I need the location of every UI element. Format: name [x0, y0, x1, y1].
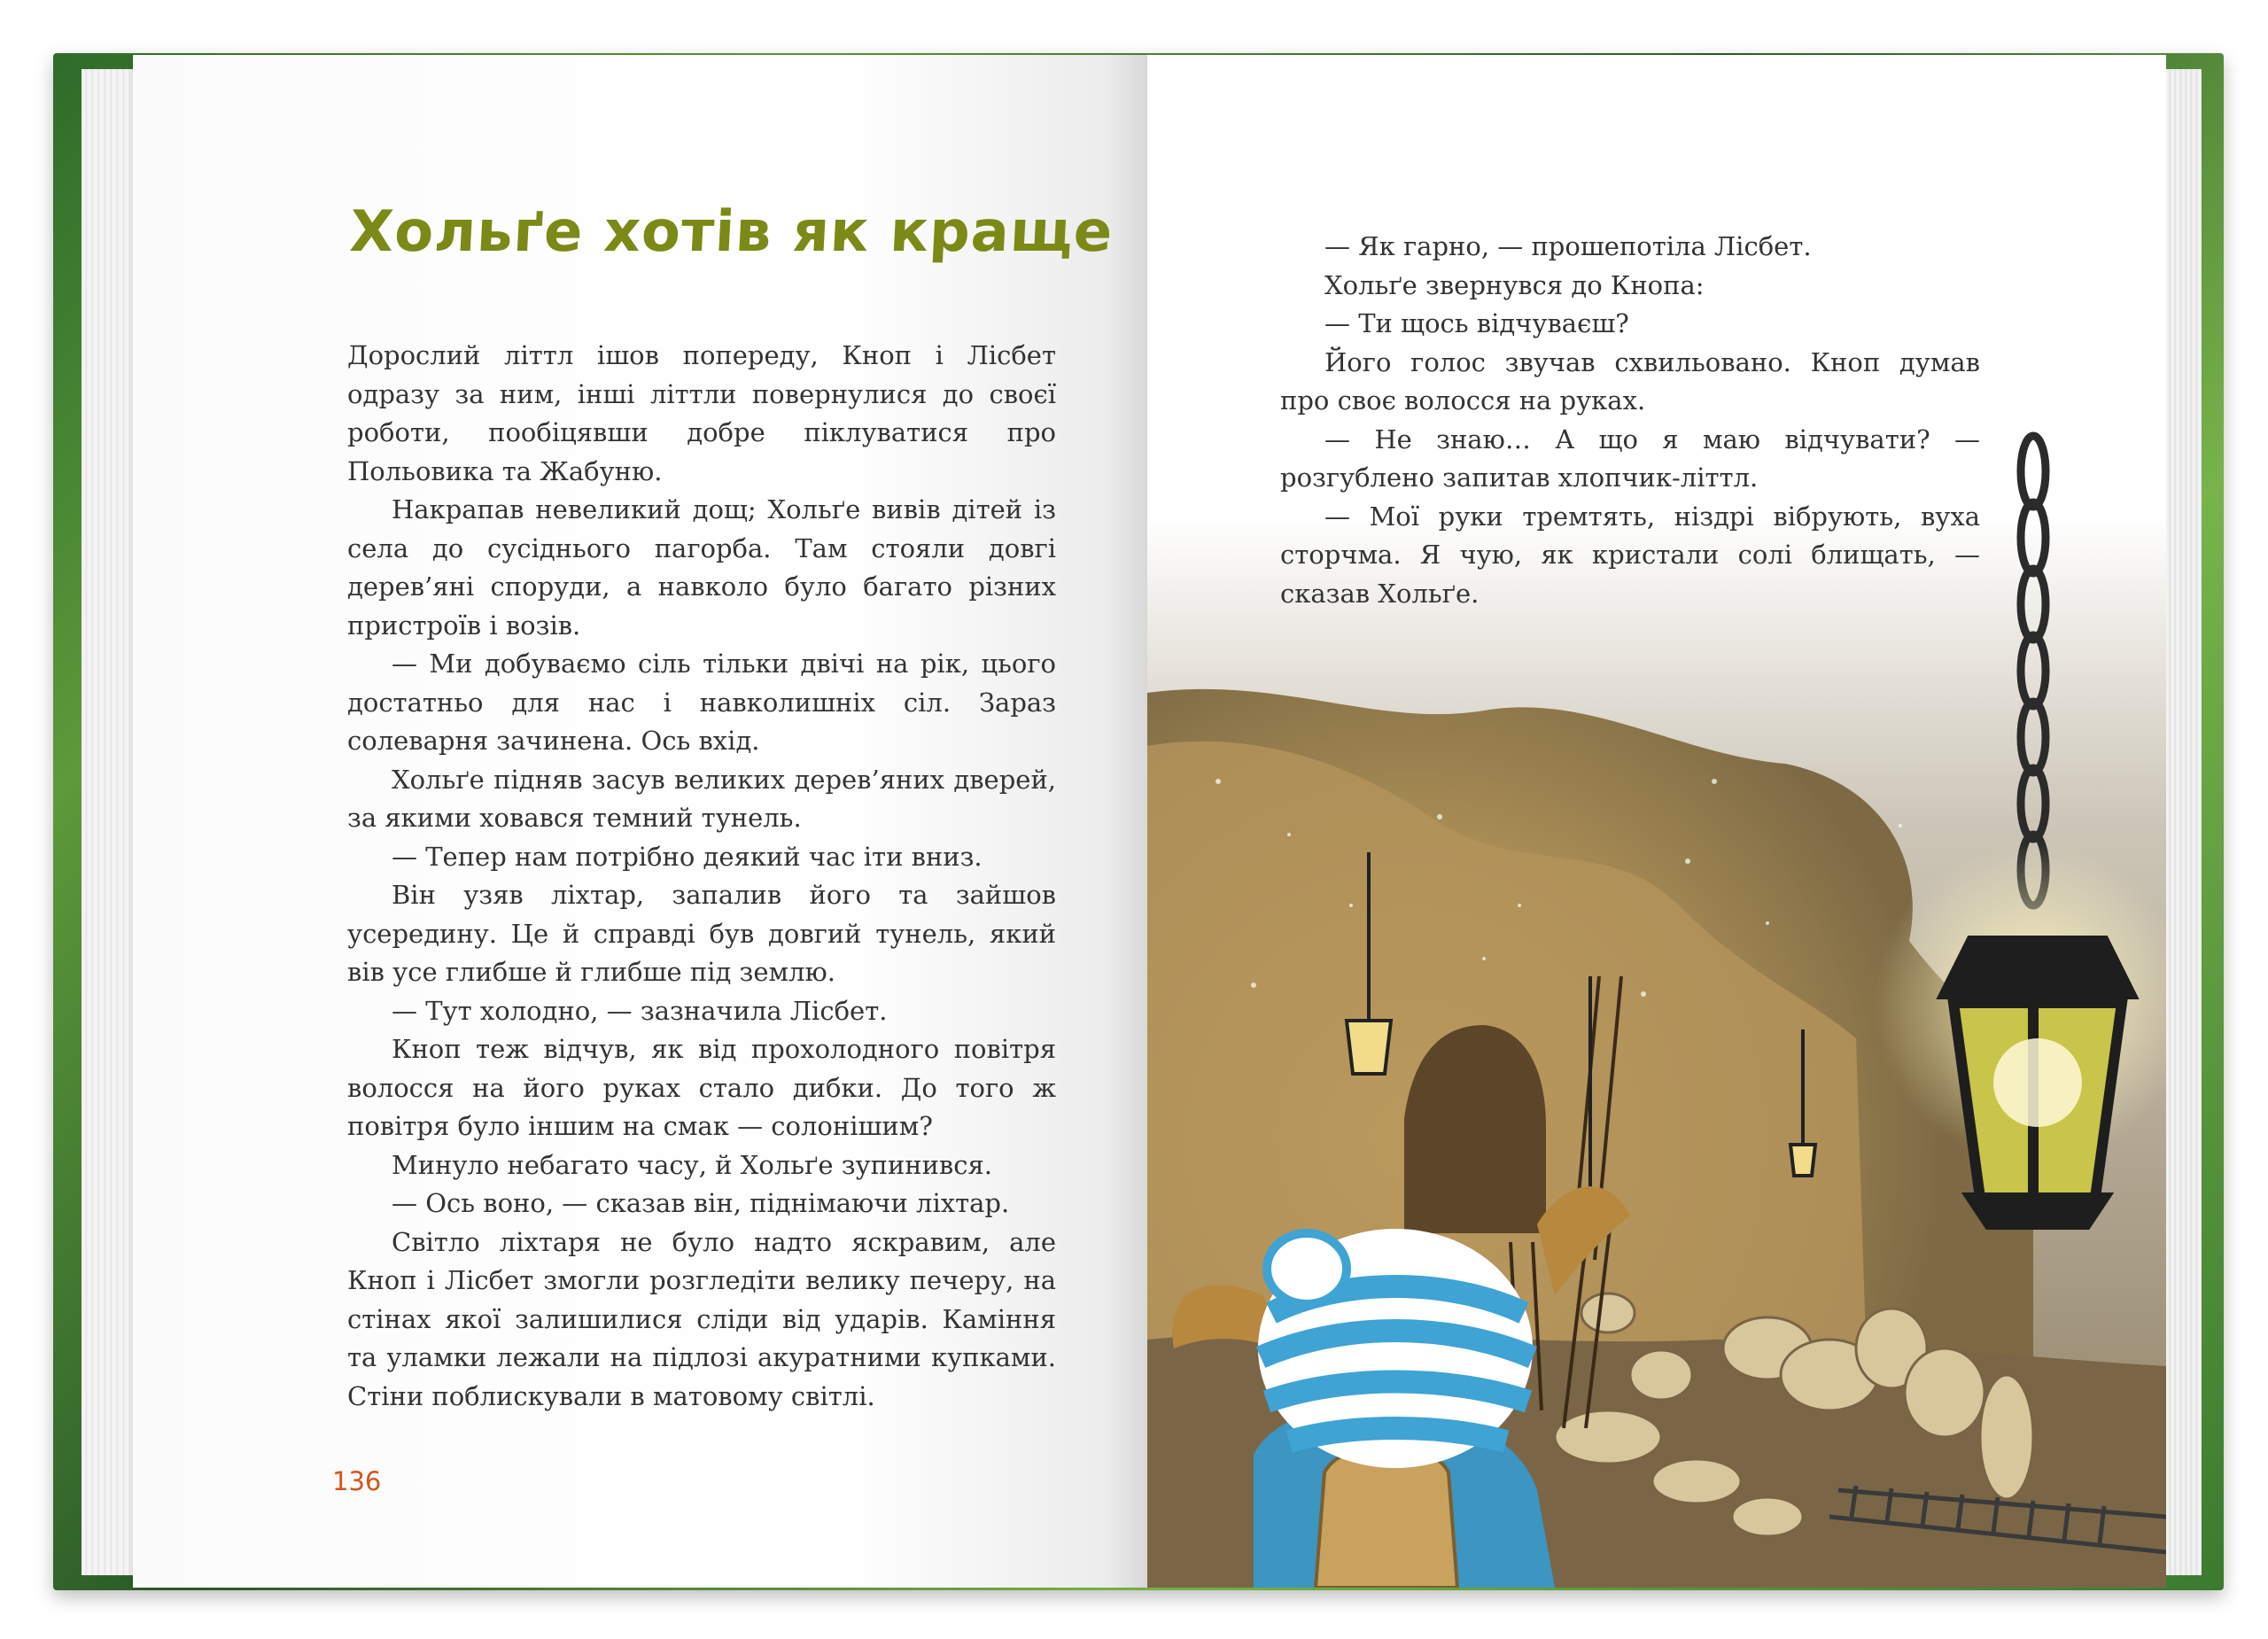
page-number: 136: [332, 1466, 382, 1496]
right-page: [1147, 55, 2166, 1588]
left-page-text: [347, 337, 1056, 1416]
paragraph: Кноп теж відчув, як від прохолодного повітря волосся на його руках стало дибки. До того ж повітря було іншим на смак — солонішим?: [347, 1034, 1056, 1141]
paragraph: — Не знаю… А що я маю відчувати? — розгублено запитав хлопчик-літтл.: [1280, 423, 1980, 493]
paragraph: Накрапав невеликий дощ; Хольґе вивів дітей із села до сусіднього пагорба. Там стояли довгі дерев’яні споруди, а навколо було багато різних пристроїв і возів.: [347, 494, 1056, 641]
paragraph: — Ми добуваємо сіль тільки двічі на рік, цього достатньо для нас і навколишніх сіл. Зараз солеварня зачинена. Ось вхід.: [347, 649, 1056, 756]
paragraph: Минуло небагато часу, й Хольґе зупинився.: [392, 1149, 993, 1180]
paragraph: — Тут холодно, — зазначила Лісбет.: [392, 995, 888, 1026]
paragraph: Хольґе підняв засув великих дерев’яних дверей, за якими ховався темний тунель.: [347, 764, 1056, 833]
paragraph: — Ти щось відчуваєш?: [1324, 308, 1629, 338]
paragraph: Хольґе звернувся до Кнопа:: [1324, 269, 1705, 300]
paragraph: Світло ліхтаря не було надто яскравим, але Кноп і Лісбет змогли розгледіти велику печеру, на стінах якої залишилися сліди від ударів. Каміння та уламки лежали на підлозі акуратними купками. Стіни поблискували в матовому світлі.: [347, 1226, 1056, 1411]
paragraph: — Мої руки тремтять, ніздрі вібрують, вуха сторчма. Я чую, як кристали солі блищать, — сказав Хольґе.: [1280, 501, 1980, 609]
paragraph: — Тепер нам потрібно деякий час іти вниз.: [392, 841, 983, 872]
paragraph: Дорослий літтл ішов попереду, Кноп і Лісбет одразу за ним, інші літтли повернулися до своєї роботи, пообіцявши добре піклуватися про Польовика та Жабуню.: [347, 340, 1056, 486]
paragraph: — Як гарно, — прошепотіла Лісбет.: [1324, 231, 1812, 261]
chapter-title: Хольґе хотів як краще: [348, 199, 1115, 265]
paragraph: Його голос звучав схвильовано. Кноп думав про своє волосся на руках.: [1280, 346, 1980, 416]
right-page-text: [1280, 228, 1980, 613]
paragraph: — Ось воно, — сказав він, піднімаючи ліхтар.: [392, 1188, 1010, 1218]
right-page-edges: [2166, 69, 2202, 1575]
paragraph: Він узяв ліхтар, запалив його та зайшов усередину. Це й справді був довгий тунель, який вів усе глибше й глибше під землю.: [347, 880, 1056, 987]
